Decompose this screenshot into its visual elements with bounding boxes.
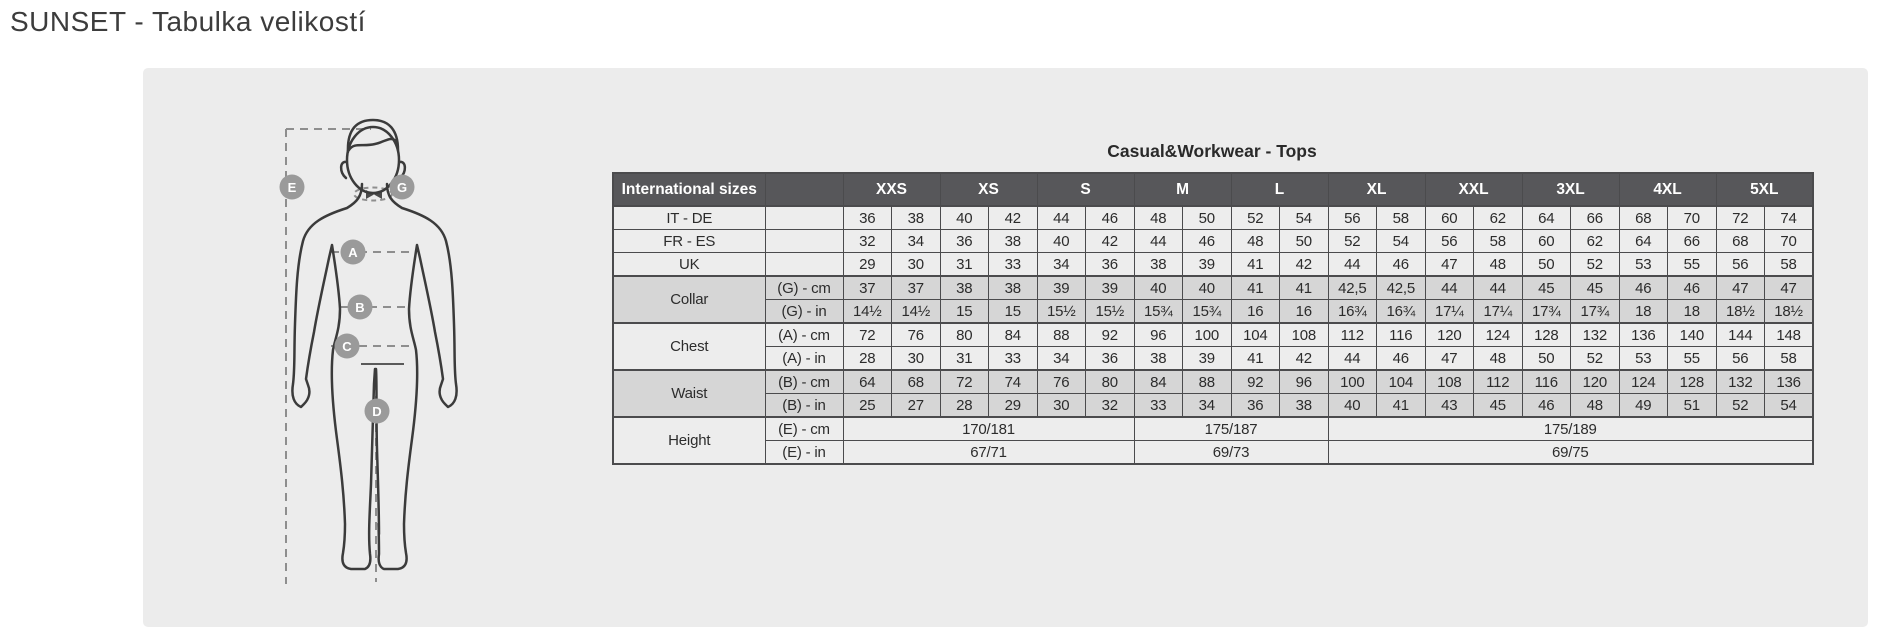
table-row [613, 276, 1813, 300]
value-cell: 18½ [1716, 300, 1765, 324]
value-cell: 38 [1280, 394, 1329, 418]
table-row [613, 230, 1813, 253]
value-cell: 68 [1716, 230, 1765, 253]
value-cell: 116 [1377, 323, 1426, 347]
value-cell: 48 [1231, 230, 1280, 253]
value-cell: 38 [989, 276, 1038, 300]
column-header: M [1134, 173, 1231, 206]
value-cell: 40 [940, 206, 989, 230]
value-cell: 42 [989, 206, 1038, 230]
value-cell: 44 [1425, 276, 1474, 300]
value-cell: 72 [843, 323, 892, 347]
value-cell: 48 [1474, 347, 1523, 371]
table-row [613, 417, 1813, 441]
value-cell: 64 [843, 370, 892, 394]
value-cell: 50 [1183, 206, 1232, 230]
table-row [613, 370, 1813, 394]
value-cell: 28 [843, 347, 892, 371]
left-ear [341, 162, 346, 178]
value-cell: 120 [1571, 370, 1620, 394]
value-cell: 76 [892, 323, 941, 347]
value-cell: 68 [1619, 206, 1668, 230]
value-cell: 48 [1134, 206, 1183, 230]
value-cell: 42 [1280, 347, 1329, 371]
value-cell: 69/73 [1134, 441, 1328, 465]
svg-text:B: B [355, 300, 365, 315]
table-row [613, 323, 1813, 347]
value-cell: 136 [1619, 323, 1668, 347]
value-cell: 52 [1571, 347, 1620, 371]
value-cell: 27 [892, 394, 941, 418]
value-cell: 40 [1328, 394, 1377, 418]
value-cell: 100 [1183, 323, 1232, 347]
value-cell: 47 [1425, 347, 1474, 371]
value-cell: 44 [1134, 230, 1183, 253]
value-cell: 170/181 [843, 417, 1134, 441]
value-cell: 41 [1231, 253, 1280, 277]
value-cell: 56 [1425, 230, 1474, 253]
value-cell: 31 [940, 253, 989, 277]
value-cell: 17¼ [1425, 300, 1474, 324]
value-cell: 104 [1377, 370, 1426, 394]
value-cell: 15 [989, 300, 1038, 324]
value-cell: 46 [1668, 276, 1717, 300]
value-cell: 66 [1668, 230, 1717, 253]
value-cell: 34 [1037, 253, 1086, 277]
value-cell: 40 [1183, 276, 1232, 300]
value-cell: 84 [1134, 370, 1183, 394]
value-cell: 18½ [1765, 300, 1814, 324]
svg-text:E: E [287, 180, 297, 195]
value-cell: 100 [1328, 370, 1377, 394]
value-cell: 50 [1522, 347, 1571, 371]
value-cell: 42 [1280, 253, 1329, 277]
value-cell: 53 [1619, 253, 1668, 277]
value-cell: 50 [1522, 253, 1571, 277]
value-cell: 38 [1134, 253, 1183, 277]
value-cell: 62 [1571, 230, 1620, 253]
value-cell: 38 [989, 230, 1038, 253]
value-cell: 64 [1522, 206, 1571, 230]
value-cell: 16¾ [1328, 300, 1377, 324]
value-cell: 16 [1231, 300, 1280, 324]
value-cell: 30 [1037, 394, 1086, 418]
value-cell: 44 [1328, 253, 1377, 277]
value-cell: 175/187 [1134, 417, 1328, 441]
measurement-badges [280, 175, 415, 424]
column-header: 4XL [1619, 173, 1716, 206]
value-cell: 36 [940, 230, 989, 253]
value-cell: 15½ [1086, 300, 1135, 324]
measure-badge-chest [341, 240, 366, 265]
value-cell: 175/189 [1328, 417, 1813, 441]
value-cell: 104 [1231, 323, 1280, 347]
row-measure-label: (G) - cm [765, 276, 843, 300]
value-cell: 47 [1716, 276, 1765, 300]
column-header [765, 173, 843, 206]
value-cell: 29 [843, 253, 892, 277]
row-measure-label [765, 253, 843, 277]
value-cell: 50 [1280, 230, 1329, 253]
column-header: L [1231, 173, 1328, 206]
value-cell: 136 [1765, 370, 1814, 394]
value-cell: 62 [1474, 206, 1523, 230]
value-cell: 42,5 [1377, 276, 1426, 300]
value-cell: 39 [1037, 276, 1086, 300]
value-cell: 46 [1086, 206, 1135, 230]
column-header: XL [1328, 173, 1425, 206]
row-measure-label: (A) - in [765, 347, 843, 371]
value-cell: 17¼ [1474, 300, 1523, 324]
value-cell: 46 [1619, 276, 1668, 300]
value-cell: 128 [1668, 370, 1717, 394]
table-row [613, 206, 1813, 230]
value-cell: 38 [892, 206, 941, 230]
row-group-label: IT - DE [613, 206, 765, 230]
value-cell: 108 [1280, 323, 1329, 347]
row-measure-label: (G) - in [765, 300, 843, 324]
value-cell: 45 [1571, 276, 1620, 300]
value-cell: 88 [1183, 370, 1232, 394]
value-cell: 15¾ [1134, 300, 1183, 324]
value-cell: 43 [1425, 394, 1474, 418]
row-group-label: FR - ES [613, 230, 765, 253]
value-cell: 41 [1377, 394, 1426, 418]
value-cell: 18 [1619, 300, 1668, 324]
value-cell: 80 [940, 323, 989, 347]
value-cell: 31 [940, 347, 989, 371]
svg-text:C: C [342, 339, 352, 354]
value-cell: 144 [1716, 323, 1765, 347]
value-cell: 38 [1134, 347, 1183, 371]
row-measure-label: (A) - cm [765, 323, 843, 347]
value-cell: 29 [989, 394, 1038, 418]
value-cell: 54 [1280, 206, 1329, 230]
value-cell: 39 [1183, 347, 1232, 371]
value-cell: 16 [1280, 300, 1329, 324]
value-cell: 56 [1328, 206, 1377, 230]
table-row [613, 347, 1813, 371]
value-cell: 41 [1231, 347, 1280, 371]
column-header: International sizes [613, 173, 765, 206]
value-cell: 124 [1619, 370, 1668, 394]
value-cell: 96 [1134, 323, 1183, 347]
value-cell: 44 [1474, 276, 1523, 300]
value-cell: 55 [1668, 253, 1717, 277]
value-cell: 17¾ [1522, 300, 1571, 324]
table-row [613, 253, 1813, 277]
value-cell: 52 [1231, 206, 1280, 230]
value-cell: 37 [843, 276, 892, 300]
value-cell: 34 [892, 230, 941, 253]
row-measure-label [765, 206, 843, 230]
measure-badge-collar [390, 175, 415, 200]
value-cell: 124 [1474, 323, 1523, 347]
value-cell: 72 [1716, 206, 1765, 230]
value-cell: 33 [989, 347, 1038, 371]
value-cell: 48 [1571, 394, 1620, 418]
measure-badge-inseam [365, 399, 390, 424]
value-cell: 34 [1183, 394, 1232, 418]
value-cell: 108 [1425, 370, 1474, 394]
value-cell: 54 [1765, 394, 1814, 418]
value-cell: 51 [1668, 394, 1717, 418]
value-cell: 17¾ [1571, 300, 1620, 324]
value-cell: 74 [989, 370, 1038, 394]
value-cell: 96 [1280, 370, 1329, 394]
row-measure-label [765, 230, 843, 253]
value-cell: 36 [1086, 347, 1135, 371]
row-group-label: Height [613, 417, 765, 464]
page-title: SUNSET - Tabulka velikostí [10, 6, 366, 37]
column-header: 3XL [1522, 173, 1619, 206]
value-cell: 60 [1425, 206, 1474, 230]
row-group-label: Collar [613, 276, 765, 323]
value-cell: 36 [1231, 394, 1280, 418]
value-cell: 30 [892, 253, 941, 277]
value-cell: 52 [1571, 253, 1620, 277]
row-group-label: UK [613, 253, 765, 277]
value-cell: 56 [1716, 253, 1765, 277]
value-cell: 74 [1765, 206, 1814, 230]
value-cell: 46 [1377, 253, 1426, 277]
row-measure-label: (E) - cm [765, 417, 843, 441]
value-cell: 148 [1765, 323, 1814, 347]
value-cell: 92 [1231, 370, 1280, 394]
value-cell: 46 [1522, 394, 1571, 418]
measure-badge-hip [335, 334, 360, 359]
value-cell: 15¾ [1183, 300, 1232, 324]
value-cell: 32 [1086, 394, 1135, 418]
value-cell: 46 [1377, 347, 1426, 371]
value-cell: 72 [940, 370, 989, 394]
value-cell: 140 [1668, 323, 1717, 347]
value-cell: 58 [1765, 253, 1814, 277]
value-cell: 44 [1328, 347, 1377, 371]
value-cell: 112 [1328, 323, 1377, 347]
value-cell: 28 [940, 394, 989, 418]
value-cell: 42,5 [1328, 276, 1377, 300]
value-cell: 15 [940, 300, 989, 324]
value-cell: 36 [843, 206, 892, 230]
value-cell: 66 [1571, 206, 1620, 230]
value-cell: 47 [1425, 253, 1474, 277]
value-cell: 60 [1522, 230, 1571, 253]
value-cell: 68 [892, 370, 941, 394]
row-group-label: Waist [613, 370, 765, 417]
value-cell: 84 [989, 323, 1038, 347]
table-title: Casual&Workwear - Tops [1107, 141, 1317, 161]
table-row [613, 300, 1813, 324]
value-cell: 40 [1037, 230, 1086, 253]
value-cell: 116 [1522, 370, 1571, 394]
value-cell: 48 [1474, 253, 1523, 277]
value-cell: 58 [1765, 347, 1814, 371]
svg-text:D: D [372, 404, 382, 419]
value-cell: 38 [940, 276, 989, 300]
value-cell: 80 [1086, 370, 1135, 394]
value-cell: 67/71 [843, 441, 1134, 465]
value-cell: 112 [1474, 370, 1523, 394]
column-header: XXS [843, 173, 940, 206]
value-cell: 49 [1619, 394, 1668, 418]
value-cell: 36 [1086, 253, 1135, 277]
value-cell: 54 [1377, 230, 1426, 253]
measure-badge-height [280, 175, 305, 200]
table-header-row [613, 173, 1813, 206]
row-measure-label: (E) - in [765, 441, 843, 465]
row-measure-label: (B) - cm [765, 370, 843, 394]
value-cell: 14½ [843, 300, 892, 324]
value-cell: 70 [1765, 230, 1814, 253]
value-cell: 76 [1037, 370, 1086, 394]
value-cell: 42 [1086, 230, 1135, 253]
value-cell: 88 [1037, 323, 1086, 347]
value-cell: 39 [1183, 253, 1232, 277]
value-cell: 34 [1037, 347, 1086, 371]
value-cell: 92 [1086, 323, 1135, 347]
value-cell: 132 [1716, 370, 1765, 394]
value-cell: 15½ [1037, 300, 1086, 324]
value-cell: 120 [1425, 323, 1474, 347]
value-cell: 70 [1668, 206, 1717, 230]
value-cell: 33 [989, 253, 1038, 277]
value-cell: 45 [1522, 276, 1571, 300]
table-row [613, 441, 1813, 465]
body-measurement-figure [145, 82, 475, 592]
svg-text:G: G [396, 180, 408, 195]
value-cell: 53 [1619, 347, 1668, 371]
value-cell: 56 [1716, 347, 1765, 371]
row-group-label: Chest [613, 323, 765, 370]
size-table [612, 172, 1814, 465]
value-cell: 41 [1280, 276, 1329, 300]
row-measure-label: (B) - in [765, 394, 843, 418]
column-header: XXL [1425, 173, 1522, 206]
column-header: XS [940, 173, 1037, 206]
value-cell: 132 [1571, 323, 1620, 347]
value-cell: 30 [892, 347, 941, 371]
value-cell: 16¾ [1377, 300, 1426, 324]
value-cell: 64 [1619, 230, 1668, 253]
value-cell: 55 [1668, 347, 1717, 371]
value-cell: 33 [1134, 394, 1183, 418]
measure-badge-waist [348, 295, 373, 320]
value-cell: 58 [1377, 206, 1426, 230]
value-cell: 128 [1522, 323, 1571, 347]
value-cell: 58 [1474, 230, 1523, 253]
value-cell: 69/75 [1328, 441, 1813, 465]
value-cell: 52 [1328, 230, 1377, 253]
svg-text:A: A [348, 245, 358, 260]
value-cell: 40 [1134, 276, 1183, 300]
value-cell: 25 [843, 394, 892, 418]
value-cell: 41 [1231, 276, 1280, 300]
torso-limbs-outline [292, 184, 456, 569]
value-cell: 14½ [892, 300, 941, 324]
value-cell: 37 [892, 276, 941, 300]
hair-fringe [349, 139, 397, 150]
value-cell: 18 [1668, 300, 1717, 324]
value-cell: 52 [1716, 394, 1765, 418]
table-row [613, 394, 1813, 418]
value-cell: 46 [1183, 230, 1232, 253]
value-cell: 44 [1037, 206, 1086, 230]
column-header: S [1037, 173, 1134, 206]
value-cell: 39 [1086, 276, 1135, 300]
value-cell: 32 [843, 230, 892, 253]
value-cell: 47 [1765, 276, 1814, 300]
value-cell: 45 [1474, 394, 1523, 418]
column-header: 5XL [1716, 173, 1813, 206]
